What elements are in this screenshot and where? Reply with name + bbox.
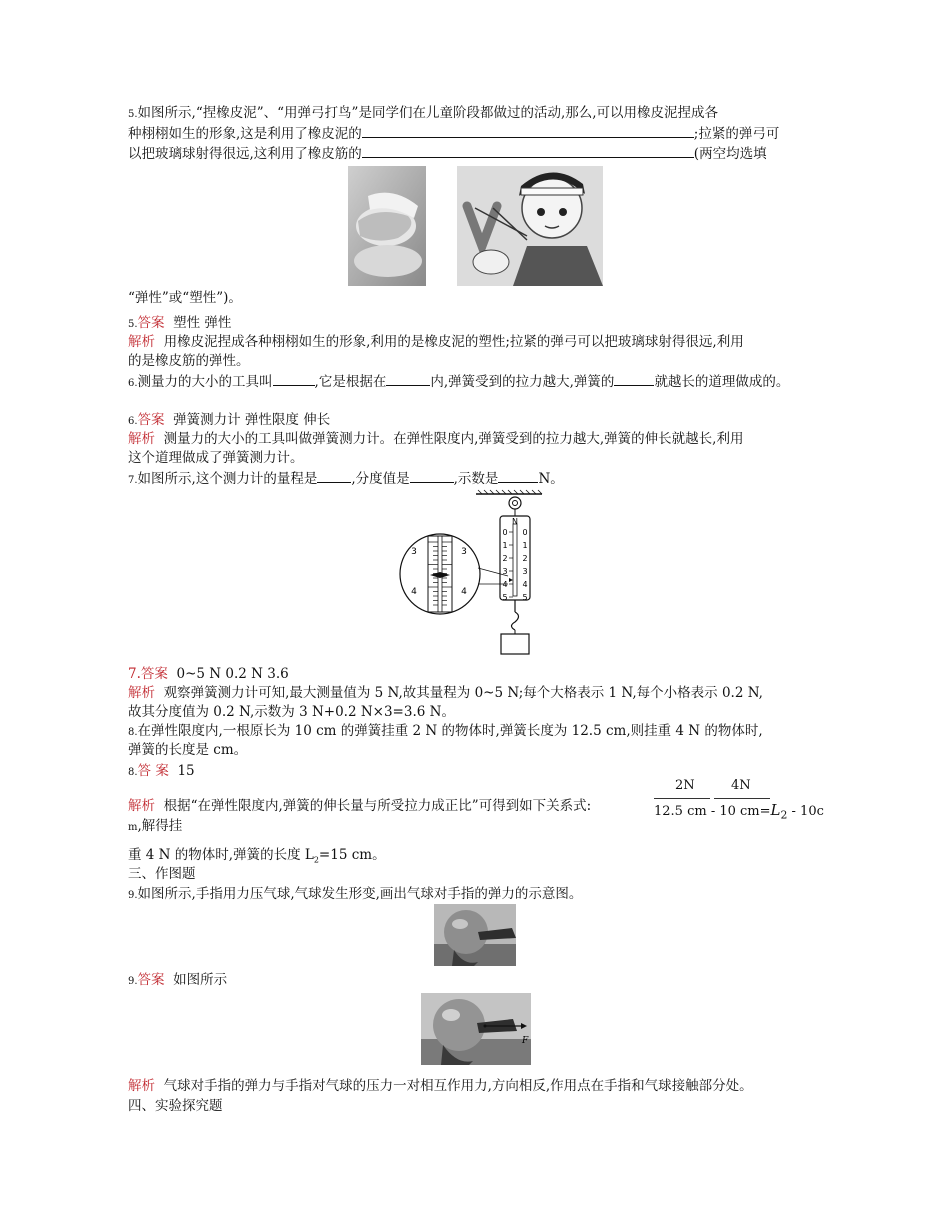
frac2-numerator: 4N [731,778,751,793]
q8-tail-m: m [128,822,138,833]
q9-answer-text: 如图所示 [173,972,228,988]
balloon-answer-photo [421,993,531,1065]
q8-text-1: 在弹性限度内,一根原长为 10 cm 的弹簧挂重 2 N 的物体时,弹簧长度为 12.5 cm,则挂重 4 N 的物体时, [137,723,763,739]
scale-tick-label-right: 5 [522,593,528,602]
q8-answer-label: 答 案 [137,763,169,779]
q5-line-1 [128,104,718,124]
q6-answer-label: 答案 [137,412,165,428]
scale-tick-label-left: 2 [502,554,508,563]
q9-answer-label: 答案 [137,972,165,988]
q5-answer-number: 5. [128,319,138,330]
scale-tick-label-right: 0 [522,528,528,537]
q9-analysis-text: 气球对手指的弹力与手指对气球的压力一对相互作用力,方向相反,作用点在手指和气球接触部分处。 [163,1078,753,1094]
scale-unit: N [512,517,518,526]
q5-analysis-text-1: 用橡皮泥捏成各种栩栩如生的形象,利用的是橡皮泥的塑性;拉紧的弹弓可以把玻璃球射得很远,利用 [163,334,744,350]
q7-answer-label: 7.答案 [128,666,168,682]
q5-blank-1[interactable] [362,124,694,138]
q9-analysis-label: 解析 [128,1078,155,1094]
section-4-heading [128,1097,223,1115]
scale-tick-label-left: 3 [502,567,508,576]
scale-tick-label-right: 4 [522,580,528,589]
q8-analysis-text-1: 根据“在弹性限度内,弹簧的伸长量与所受拉力成正比”可得到如下关系式: [163,798,592,814]
frac1-numerator: 2N [675,778,695,793]
frac2-subscript: 2 [780,808,788,822]
q5-answer-label: 答案 [137,315,165,331]
q7-analysis-1 [128,684,763,702]
q6-number: 6. [128,378,138,389]
scale-tick-label-left: 1 [502,541,508,550]
spring-scale-figure [392,488,568,656]
q9-line [128,885,582,905]
q5-text-4: “弹性”或“塑性”)。 [128,290,242,306]
scale-tick-label-right: 3 [522,567,528,576]
q7-text-3: ,示数是 [453,471,499,487]
q8-analysis-label: 解析 [128,798,155,814]
q6-analysis-2 [128,449,304,467]
q6-text-2: ,它是根据在 [314,374,387,390]
frac2-denominator: L [770,801,781,819]
q8-analysis-cont [128,817,182,837]
q8-number: 8. [128,727,138,738]
slingshot-photo [457,166,603,286]
scale-tick-label-left: 0 [502,528,508,537]
zoom-tick-label-right: 4 [461,587,467,597]
q6-answer-text: 弹簧测力计 弹性限度 伸长 [173,412,331,428]
q6-answer-number: 6. [128,416,138,427]
frac2-tail: - 10c [791,804,824,819]
q6-text-1: 测量力的大小的工具叫 [137,374,273,390]
scale-tick-label-right: 1 [522,541,528,550]
q6-analysis-1 [128,430,743,448]
force-label: F [522,1036,529,1046]
section-4-text: 四、实验探究题 [128,1098,223,1114]
q5-line-2 [128,124,779,143]
scale-tick-label-right: 2 [522,554,528,563]
q7-analysis-text-1: 观察弹簧测力计可知,最大测量值为 5 N,故其量程为 0~5 N;每个大格表示 1 N,每个小格表示 0.2 N, [163,685,763,701]
q7-answer [128,665,289,683]
q8-answer [128,762,195,782]
q7-text-1: 如图所示,这个测力计的量程是 [137,471,318,487]
q8-analysis-text-2b: =15 cm。 [318,847,386,863]
q7-text-2: ,分度值是 [351,471,410,487]
q5-number: 5. [128,109,138,120]
q7-analysis-2 [128,703,455,721]
q6-text-4: 就越长的道理做成的。 [654,374,790,390]
equals-sign: = [759,804,771,819]
q5-analysis-text-2: 的是橡皮筋的弹性。 [128,353,250,369]
q6-answer [128,411,330,431]
q6-blank-2[interactable] [386,372,430,386]
q6-analysis-text-1: 测量力的大小的工具叫做弹簧测力计。在弹性限度内,弹簧受到的拉力越大,弹簧的伸长就越长,利用 [163,431,744,447]
q8-analysis-sub: 2 [313,855,319,865]
zoom-tick-label-right: 3 [461,547,467,557]
q9-number: 9. [128,890,138,901]
q9-answer [128,971,227,991]
q8-answer-text: 15 [177,763,195,779]
q5-blank-2[interactable] [362,144,694,158]
section-3-heading [128,865,196,883]
q5-text-3b: (两空均选填 [693,146,767,162]
q6-blank-1[interactable] [273,372,315,386]
q9-answer-number: 9. [128,976,138,987]
q5-analysis-2 [128,352,250,370]
q5-text-1: 如图所示,“捏橡皮泥”、“用弹弓打鸟”是同学们在儿童阶段都做过的活动,那么,可以用橡皮泥捏成各 [137,105,719,121]
q5-analysis-1 [128,333,744,351]
q5-text-2a: 种栩栩如生的形象,这是利用了橡皮泥的 [128,126,362,142]
q8-answer-number: 8. [128,767,138,778]
q7-number: 7. [128,475,138,486]
zoom-tick-label-left: 4 [411,587,417,597]
q6-text-3: 内,弹簧受到的拉力越大,弹簧的 [430,374,615,390]
q5-text-2b: ;拉紧的弹弓可 [693,126,780,142]
q7-blank-2[interactable] [410,469,454,483]
q5-text-3a: 以把玻璃球射得很远,这利用了橡皮筋的 [128,146,362,162]
frac-denominators [654,801,824,825]
q6-analysis-label: 解析 [128,431,155,447]
q7-blank-1[interactable] [317,469,351,483]
scale-tick-label-left: 4 [502,580,508,589]
q7-analysis-label: 解析 [128,685,155,701]
q6-line [128,372,789,393]
q8-analysis-1 [128,797,591,815]
q6-blank-3[interactable] [614,372,654,386]
frac1-bar [654,798,710,799]
balloon-photo [434,904,516,966]
q8-line-1 [128,722,763,742]
q8-line-2 [128,741,247,759]
section-3-text: 三、作图题 [128,866,196,882]
q9-text: 如图所示,手指用力压气球,气球发生形变,画出气球对手指的弹力的示意图。 [137,886,583,902]
scale-tick-label-left: 5 [502,593,508,602]
q5-line-3 [128,144,767,163]
frac2-bar [714,798,770,799]
q7-text-4: N。 [538,471,564,487]
frac1-denominator: 12.5 cm - 10 cm [654,804,760,819]
q8-text-2: 弹簧的长度是 cm。 [128,742,248,758]
q6-analysis-text-2: 这个道理做成了弹簧测力计。 [128,450,304,466]
q7-answer-text: 0~5 N 0.2 N 3.6 [176,666,289,682]
q8-analysis-text-2a: 重 4 N 的物体时,弹簧的长度 L [128,847,314,863]
q5-answer-text: 塑性 弹性 [173,315,232,331]
q9-analysis [128,1077,753,1095]
q5-analysis-label: 解析 [128,334,155,350]
zoom-tick-label-left: 3 [411,547,417,557]
q7-blank-3[interactable] [498,469,538,483]
q8-tail-text: ,解得挂 [137,818,183,834]
q7-line [128,469,564,490]
q5-answer [128,314,231,334]
clay-photo [348,166,426,286]
q7-analysis-text-2: 故其分度值为 0.2 N,示数为 3 N+0.2 N×3=3.6 N。 [128,704,455,720]
q5-line-4 [128,289,242,307]
